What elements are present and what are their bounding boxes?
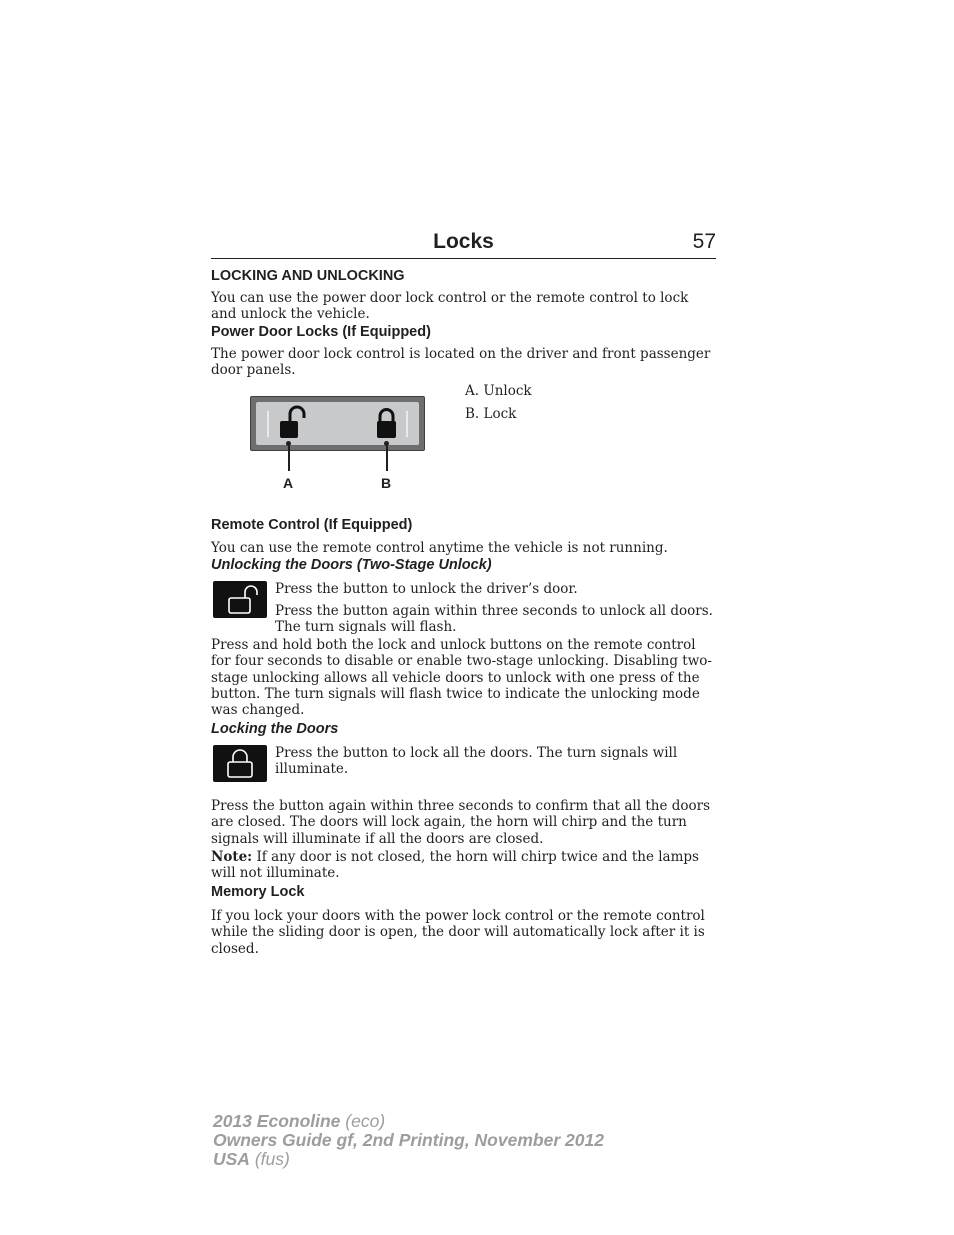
- locking-note: [211, 849, 716, 882]
- callout-b-label: B: [381, 475, 392, 491]
- unlock-step-2: Press the button again within three seconds to unlock all doors. The turn signals will flash.: [275, 603, 713, 636]
- lock-icon: [377, 410, 396, 439]
- lock-step: Press the button to lock all the doors. The turn signals will illuminate.: [275, 745, 678, 778]
- footer-printing: Owners Guide gf, 2nd Printing, November 2012: [213, 1130, 604, 1150]
- unlock-step-1: Press the button to unlock the driver’s door.: [275, 581, 578, 597]
- footer-model: 2013 Econoline: [213, 1111, 341, 1131]
- note-label: Note:: [211, 849, 253, 865]
- callout-b-line: [386, 444, 388, 471]
- power-locks-heading: Power Door Locks (If Equipped): [211, 324, 431, 340]
- remote-text: You can use the remote control anytime the vehicle is not running.: [211, 540, 668, 556]
- remote-lock-icon: [213, 745, 267, 782]
- footer-model-code: (eco): [340, 1111, 386, 1131]
- page-header: [211, 228, 716, 259]
- page-number: 57: [692, 230, 716, 253]
- legend-lock: B. Lock: [465, 406, 517, 422]
- unlock-icon: [280, 407, 304, 438]
- lock-symbols: [251, 397, 424, 450]
- door-lock-control-illustration: [250, 396, 425, 451]
- power-locks-text: The power door lock control is located on the driver and front passenger door panels.: [211, 346, 711, 379]
- footer-market: USA: [213, 1149, 250, 1169]
- legend-unlock: A. Unlock: [465, 383, 532, 399]
- callout-a-line: [288, 444, 290, 471]
- remote-heading: Remote Control (If Equipped): [211, 517, 413, 533]
- unlocking-heading: Unlocking the Doors (Two-Stage Unlock): [211, 557, 492, 573]
- locking-text: Press the button again within three seconds to confirm that all the doors are closed. The doors will lock again, the horn will chirp and the turn signals will illuminate if all the doors are closed.: [211, 798, 711, 847]
- memory-lock-text: If you lock your doors with the power lock control or the remote control while the sliding door is open, the door will automatically lock after it is closed.: [211, 908, 705, 957]
- remote-unlock-icon: [213, 581, 267, 618]
- footer-market-code: (fus): [249, 1149, 290, 1169]
- section-heading: LOCKING AND UNLOCKING: [211, 268, 405, 284]
- memory-lock-heading: Memory Lock: [211, 884, 305, 900]
- note-text: If any door is not closed, the horn will chirp twice and the lamps will not illuminate.: [211, 849, 699, 882]
- unlocking-text: Press and hold both the lock and unlock buttons on the remote control for four seconds to disable or enable two-stage unlocking. Disabling two-stage unlocking allows all vehicle doors to unlock with one press of the button. The turn signals will flash twice to indicate the unlocking mode was changed.: [211, 637, 712, 719]
- page-title: Locks: [433, 230, 494, 253]
- page-footer: [213, 1112, 604, 1169]
- locking-heading: Locking the Doors: [211, 721, 339, 737]
- section-intro: You can use the power door lock control or the remote control to lock and unlock the vehicle.: [211, 290, 689, 323]
- callout-a-label: A: [283, 475, 294, 491]
